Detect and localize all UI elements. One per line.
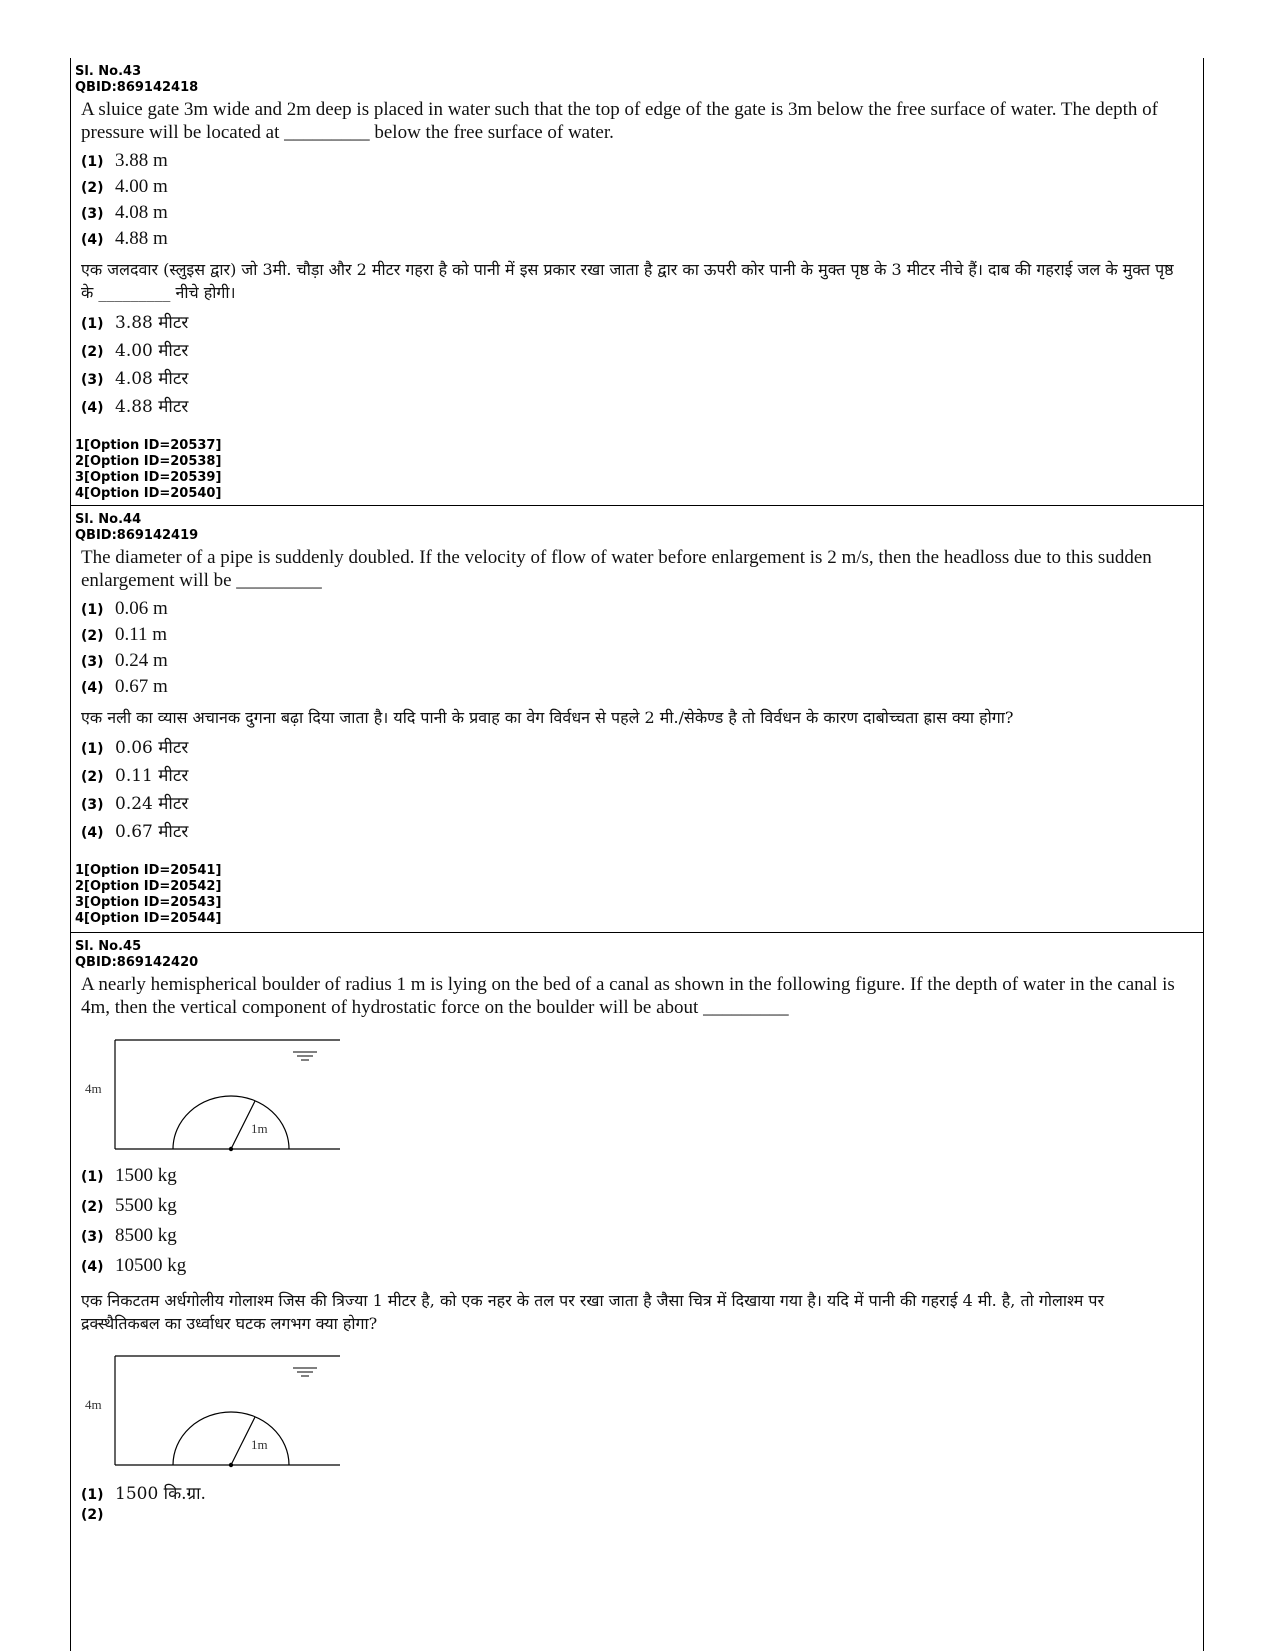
question-text-hindi: एक निकटतम अर्धगोलीय गोलाश्म जिस की त्रिज्या 1 मीटर है, को एक नहर के तल पर रखा जाता है जैसा चित्र में दिखाया गया है। यदि में पानी की गहराई 4 मी. है, तो गोलाश्म पर द्रक्स्थैतिकबल का उर्ध्वाधर घटक लगभग क्या होगा? xyxy=(81,1291,1105,1333)
option-id: 3[Option ID=20543] xyxy=(75,895,222,910)
option-id: 2[Option ID=20542] xyxy=(75,879,222,894)
option-number: (2) xyxy=(81,344,104,360)
option-english xyxy=(81,176,1203,202)
option-number: (2) xyxy=(81,1507,104,1523)
option-value: 0.11 मीटर xyxy=(115,766,189,786)
question-block-45 xyxy=(71,932,1203,1651)
depth-label: 4m xyxy=(85,1081,102,1096)
option-english xyxy=(81,676,1203,702)
option-english xyxy=(81,1255,1203,1285)
option-value: 4.88 मीटर xyxy=(115,397,189,417)
radius-label: 1m xyxy=(251,1121,268,1136)
option-id: 1[Option ID=20537] xyxy=(75,438,222,453)
option-value: 5500 kg xyxy=(115,1195,177,1216)
option-number: (3) xyxy=(81,654,104,670)
option-number: (3) xyxy=(81,1229,104,1245)
question-text-hindi: एक जलदवार (स्लुइस द्वार) जो 3मी. चौड़ा और 2 मीटर गहरा है को पानी में इस प्रकार रखा जाता है द्वार का ऊपरी कोर पानी के मुक्त पृष्ठ के 3 मीटर नीचे हैं। दाब की गहराई जल के मुक्त पृष्ठ के _________ नीचे होगी। xyxy=(81,260,1174,302)
option-hindi xyxy=(81,763,1203,791)
serial-number: Sl. No.43 xyxy=(75,64,142,79)
option-hindi xyxy=(81,1481,1203,1507)
option-english xyxy=(81,202,1203,228)
option-value: 3.88 मीटर xyxy=(115,313,189,333)
hemispherical-boulder xyxy=(173,1412,289,1465)
question-paper xyxy=(70,58,1204,1651)
option-value: 10500 kg xyxy=(115,1255,187,1276)
option-hindi xyxy=(81,819,1203,847)
option-number: (3) xyxy=(81,797,104,813)
question-block-43 xyxy=(71,58,1203,505)
option-value: 0.24 m xyxy=(115,650,168,671)
boulder-center-dot xyxy=(229,1463,233,1467)
serial-number: Sl. No.44 xyxy=(75,512,142,527)
option-value: 4.00 मीटर xyxy=(115,341,189,361)
option-id: 4[Option ID=20540] xyxy=(75,486,222,501)
free-surface-symbol xyxy=(293,1368,317,1376)
option-hindi xyxy=(81,1507,1203,1531)
option-number: (1) xyxy=(81,741,104,757)
option-value: 4.08 मीटर xyxy=(115,369,189,389)
option-value: 0.67 मीटर xyxy=(115,822,189,842)
option-value: 0.67 m xyxy=(115,676,168,697)
option-value: 3.88 m xyxy=(115,150,168,171)
option-number: (3) xyxy=(81,206,104,222)
option-number: (1) xyxy=(81,602,104,618)
boulder-diagram xyxy=(75,1037,375,1157)
question-block-44 xyxy=(71,505,1203,932)
option-number: (4) xyxy=(81,400,104,416)
boulder-center-dot xyxy=(229,1147,233,1151)
option-english xyxy=(81,1195,1203,1225)
option-english xyxy=(81,1165,1203,1195)
qbid: QBID:869142418 xyxy=(75,80,199,95)
hemispherical-boulder xyxy=(173,1096,289,1149)
option-id: 1[Option ID=20541] xyxy=(75,863,222,878)
option-value: 4.88 m xyxy=(115,228,168,249)
question-text-english: A nearly hemispherical boulder of radius 1 m is lying on the bed of a canal as shown in the following figure. If the depth of water in the canal is 4m, then the vertical component of hydrostatic force on the boulder will be about _________ xyxy=(81,974,1175,1018)
option-value: 0.24 मीटर xyxy=(115,794,189,814)
option-number: (4) xyxy=(81,680,104,696)
option-number: (4) xyxy=(81,232,104,248)
option-number: (3) xyxy=(81,372,104,388)
option-hindi xyxy=(81,310,1203,338)
option-english xyxy=(81,228,1203,254)
option-number: (1) xyxy=(81,316,104,332)
option-value: 1500 कि.ग्रा. xyxy=(115,1484,206,1504)
option-hindi xyxy=(81,366,1203,394)
serial-number: Sl. No.45 xyxy=(75,939,142,954)
option-number: (2) xyxy=(81,628,104,644)
option-number: (2) xyxy=(81,769,104,785)
option-value: 0.06 m xyxy=(115,598,168,619)
qbid: QBID:869142419 xyxy=(75,528,199,543)
option-value: 0.06 मीटर xyxy=(115,738,189,758)
option-number: (4) xyxy=(81,1259,104,1275)
qbid: QBID:869142420 xyxy=(75,955,199,970)
option-number: (1) xyxy=(81,154,104,170)
option-number: (1) xyxy=(81,1169,104,1185)
question-text-hindi: एक नली का व्यास अचानक दुगना बढ़ा दिया जाता है। यदि पानी के प्रवाह का वेग विर्वधन से पहले 2 मी./सेकेण्ड है तो विर्वधन के कारण दाबोच्चता ह्रास क्या होगा? xyxy=(81,708,1014,727)
question-text-english: A sluice gate 3m wide and 2m deep is placed in water such that the top of edge of the gate is 3m below the free surface of water. The depth of pressure will be located at _________ below the free surface of water. xyxy=(81,99,1159,143)
option-english xyxy=(81,650,1203,676)
option-hindi xyxy=(81,735,1203,763)
option-value: 1500 kg xyxy=(115,1165,177,1186)
option-hindi xyxy=(81,338,1203,366)
option-id: 2[Option ID=20538] xyxy=(75,454,222,469)
option-value: 0.11 m xyxy=(115,624,168,645)
option-english xyxy=(81,150,1203,176)
radius-label: 1m xyxy=(251,1437,268,1452)
option-hindi xyxy=(81,394,1203,422)
free-surface-symbol xyxy=(293,1052,317,1060)
option-id: 4[Option ID=20544] xyxy=(75,911,222,926)
option-english xyxy=(81,598,1203,624)
boulder-diagram-hindi xyxy=(75,1353,375,1473)
option-value: 4.00 m xyxy=(115,176,168,197)
option-value: 4.08 m xyxy=(115,202,168,223)
option-number: (2) xyxy=(81,180,104,196)
option-hindi xyxy=(81,791,1203,819)
option-value: 8500 kg xyxy=(115,1225,177,1246)
option-number: (1) xyxy=(81,1487,104,1503)
option-id-list xyxy=(75,438,1203,506)
option-number: (2) xyxy=(81,1199,104,1215)
boulder-figure xyxy=(75,1037,1203,1157)
question-text-english: The diameter of a pipe is suddenly doubled. If the velocity of flow of water before enlargement is 2 m/s, then the headloss due to this sudden enlargement will be _________ xyxy=(81,547,1152,591)
depth-label: 4m xyxy=(85,1397,102,1412)
option-english xyxy=(81,624,1203,650)
option-number: (4) xyxy=(81,825,104,841)
boulder-figure-hindi xyxy=(75,1353,1203,1473)
option-english xyxy=(81,1225,1203,1255)
option-id: 3[Option ID=20539] xyxy=(75,470,222,485)
option-id-list xyxy=(75,863,1203,931)
